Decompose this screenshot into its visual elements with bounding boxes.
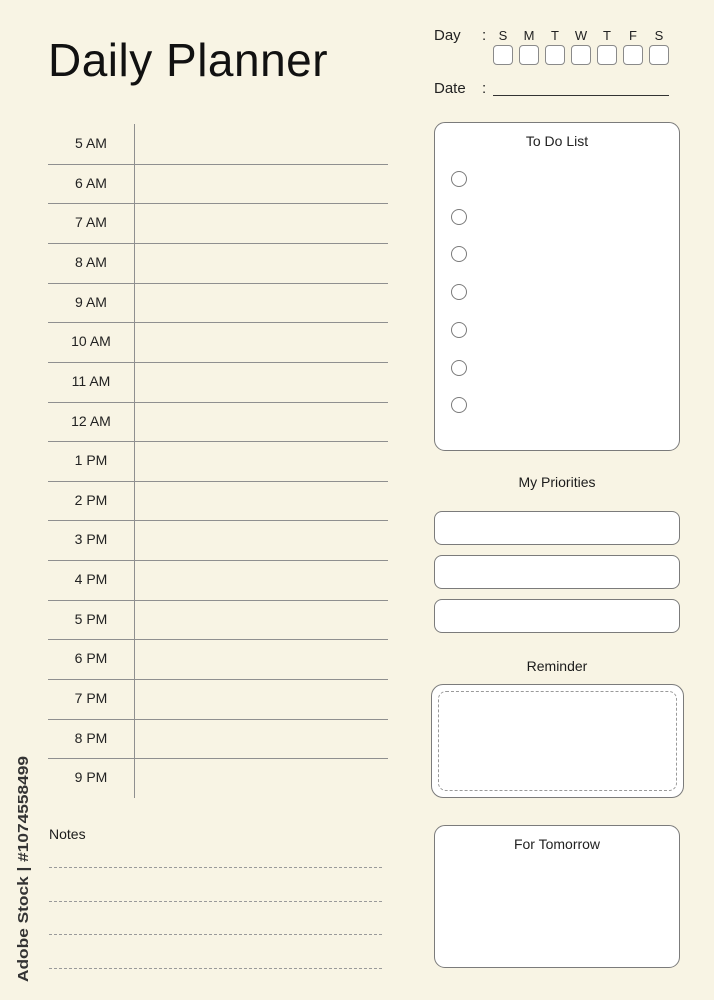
reminder-title: Reminder (526, 658, 588, 674)
todo-checkbox-circle[interactable] (451, 246, 467, 262)
schedule-row[interactable] (48, 322, 388, 363)
schedule-row[interactable] (48, 560, 388, 601)
schedule-row[interactable] (48, 481, 388, 522)
day-letter: T (603, 28, 611, 43)
day-letter: M (523, 28, 535, 43)
day-letter: S (654, 28, 664, 43)
time-label: 7 AM (75, 214, 107, 231)
time-label: 8 AM (75, 253, 107, 270)
time-label: 5 AM (75, 135, 107, 151)
stock-watermark (12, 752, 34, 984)
date-input-line[interactable] (493, 95, 669, 96)
day-letter: T (551, 28, 559, 43)
note-line[interactable] (49, 901, 382, 902)
note-line[interactable] (49, 968, 382, 969)
schedule-row[interactable] (48, 679, 388, 720)
time-label: 5 PM (74, 610, 108, 627)
schedule-row[interactable] (48, 719, 388, 760)
time-column-divider (134, 124, 135, 798)
day-letter: S (498, 28, 508, 43)
time-label: 6 PM (74, 650, 108, 667)
day-checkbox[interactable] (649, 45, 669, 65)
notes-title: Notes (49, 826, 86, 842)
schedule-row[interactable] (48, 441, 388, 482)
schedule-row[interactable] (48, 402, 388, 443)
time-label: 10 AM (71, 333, 111, 350)
time-label: 8 PM (74, 729, 108, 746)
priority-box[interactable] (434, 555, 680, 589)
todo-checkbox-circle[interactable] (451, 284, 467, 300)
schedule-row[interactable] (48, 520, 388, 561)
schedule-row[interactable] (48, 639, 388, 680)
time-label: 2 PM (74, 491, 108, 508)
day-label: Day (434, 27, 461, 44)
reminder-dashed-border (438, 691, 677, 791)
schedule-row[interactable] (48, 164, 388, 205)
day-checkbox[interactable] (597, 45, 617, 65)
schedule-row[interactable] (48, 600, 388, 641)
priority-box[interactable] (434, 599, 680, 633)
todo-checkbox-circle[interactable] (451, 171, 467, 187)
hourly-schedule (48, 124, 388, 798)
page-title: Daily Planner (48, 34, 329, 86)
schedule-row[interactable] (48, 124, 388, 165)
day-checkbox[interactable] (519, 45, 539, 65)
schedule-row[interactable] (48, 758, 388, 798)
day-checkbox[interactable] (571, 45, 591, 65)
todo-list-panel (434, 122, 680, 451)
day-letter: W (574, 28, 588, 43)
priorities-title: My Priorities (518, 474, 596, 490)
schedule-row[interactable] (48, 362, 388, 403)
date-label: Date (434, 80, 466, 97)
day-colon: : (482, 27, 487, 44)
todo-checkbox-circle[interactable] (451, 360, 467, 376)
time-label: 1 PM (74, 452, 108, 469)
todo-checkbox-circle[interactable] (451, 397, 467, 413)
schedule-row[interactable] (48, 203, 388, 244)
note-line[interactable] (49, 934, 382, 935)
day-checkbox[interactable] (623, 45, 643, 65)
for-tomorrow-title: For Tomorrow (513, 836, 601, 852)
stock-watermark-text: Adobe Stock | #1074558499 (15, 786, 32, 982)
for-tomorrow-panel[interactable] (434, 825, 680, 968)
time-label: 4 PM (74, 571, 108, 588)
priority-box[interactable] (434, 511, 680, 545)
time-label: 12 AM (71, 412, 111, 429)
reminder-box[interactable] (431, 684, 684, 798)
schedule-row[interactable] (48, 283, 388, 324)
day-letter: F (629, 28, 637, 43)
todo-list-title: To Do List (525, 133, 589, 149)
day-checkbox[interactable] (545, 45, 565, 65)
time-label: 9 PM (74, 769, 108, 786)
todo-checkbox-circle[interactable] (451, 322, 467, 338)
date-colon: : (482, 80, 487, 97)
time-label: 6 AM (75, 174, 107, 191)
note-line[interactable] (49, 867, 382, 868)
schedule-row[interactable] (48, 243, 388, 284)
time-label: 11 AM (71, 372, 111, 389)
todo-checkbox-circle[interactable] (451, 209, 467, 225)
time-label: 7 PM (74, 690, 108, 707)
time-label: 3 PM (74, 531, 108, 548)
day-checkbox[interactable] (493, 45, 513, 65)
time-label: 9 AM (75, 293, 107, 310)
